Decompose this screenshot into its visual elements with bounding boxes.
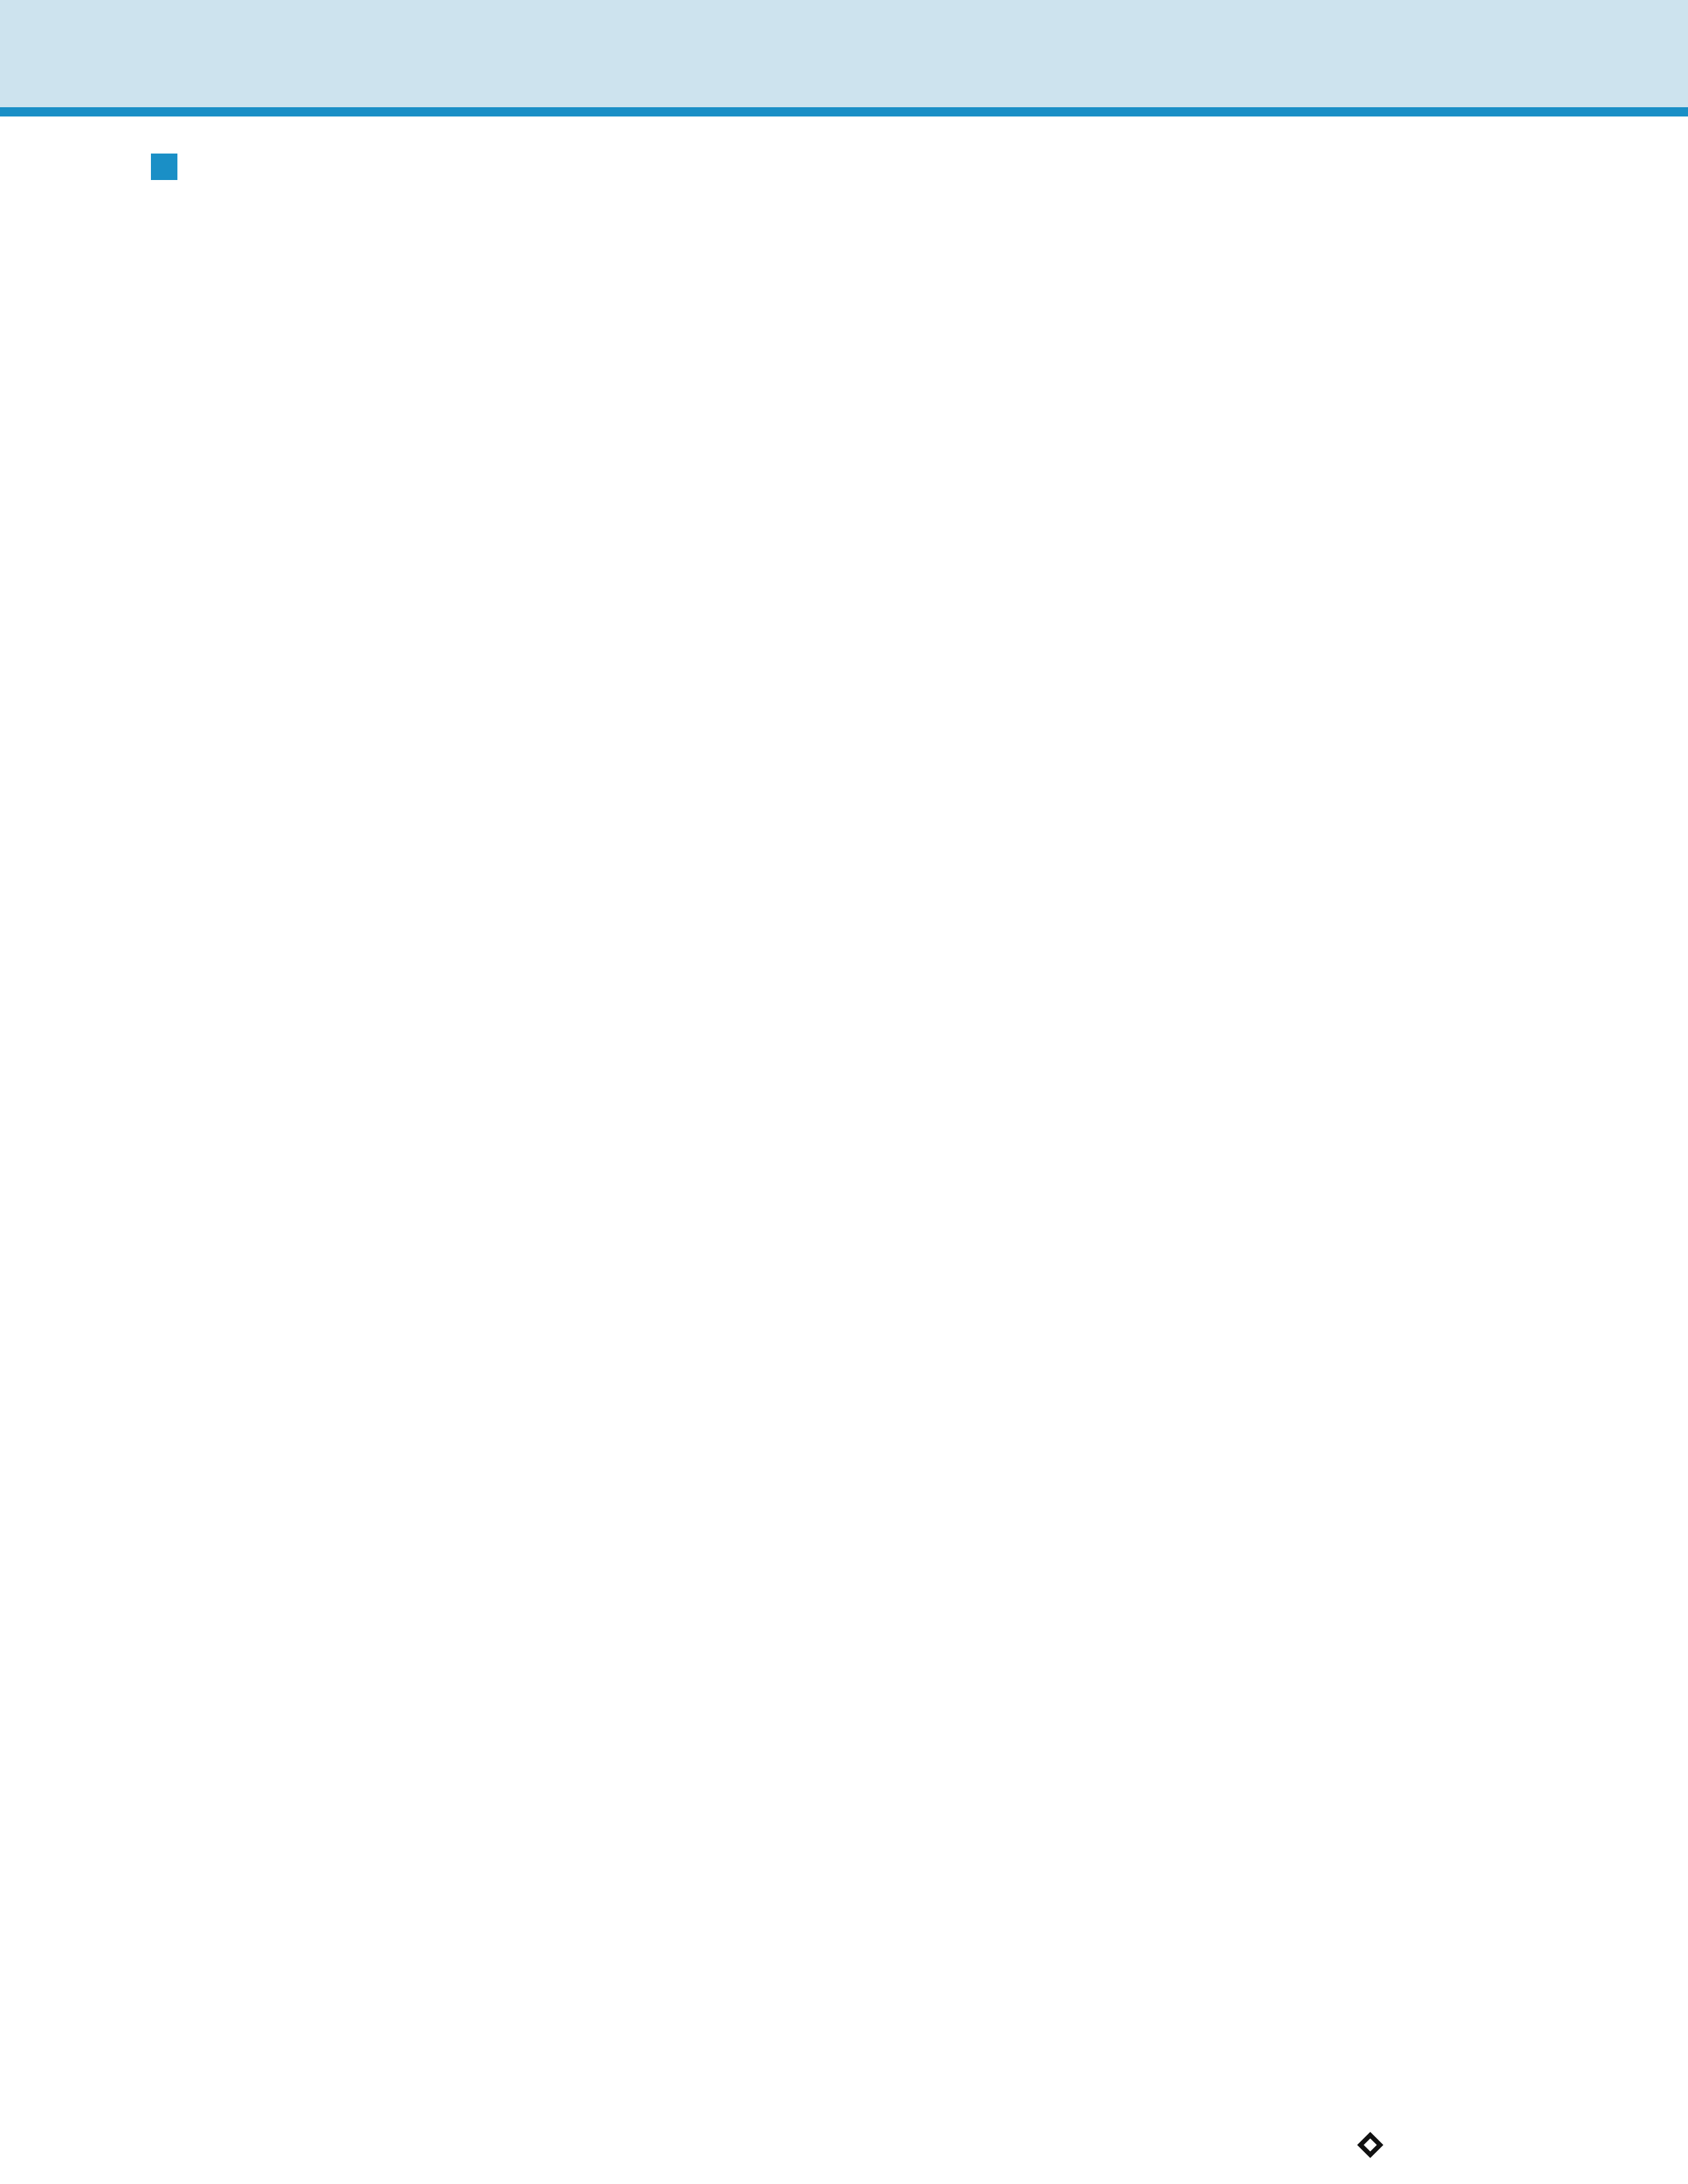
kyocera-logo-icon: [1356, 2130, 1385, 2160]
kyocera-logo: [1356, 2126, 1387, 2165]
